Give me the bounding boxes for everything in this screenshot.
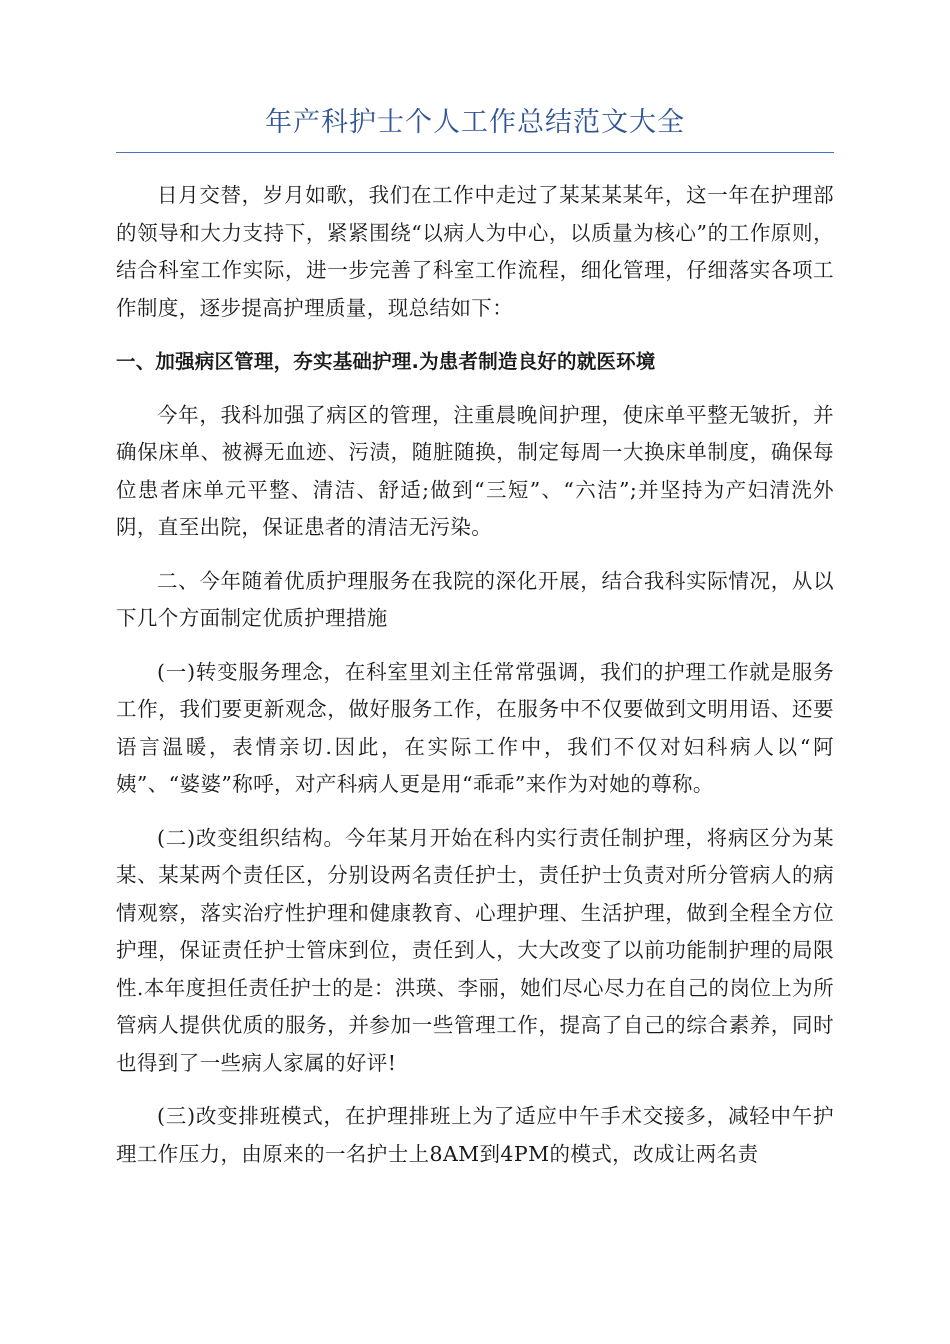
intro-paragraph: 日月交替，岁月如歌，我们在工作中走过了某某某某年，这一年在护理部的领导和大力支持下，紧紧围绕“以病人为中心，以质量为核心”的工作原则，结合科室工作实际，进一步完善了科室工作流程，细化管理，仔细落实各项工作制度，逐步提高护理质量，现总结如下： [116,183,834,320]
item-1-paragraph: (一)转变服务理念，在科室里刘主任常常强调，我们的护理工作就是服务工作，我们要更新观念，做好服务工作，在服务中不仅要做到文明用语、还要语言温暖，表情亲切.因此，在实际工作中，我们不仅对妇科病人以“阿姨”、“婆婆”称呼，对产科病人更是用“乖乖”来作为对她的尊称。 [116,659,834,796]
document-title: 年产科护士个人工作总结范文大全 [116,100,834,153]
section-2-intro-paragraph: 二、今年随着优质护理服务在我院的深化开展，结合我科实际情况，从以下几个方面制定优质护理措施 [116,568,834,630]
item-2-paragraph: (二)改变组织结构。今年某月开始在科内实行责任制护理，将病区分为某某、某某两个责任区，分别设两名责任护士，责任护士负责对所分管病人的病情观察，落实治疗性护理和健康教育、心理护理、生活护理，做到全程全方位护理，保证责任护士管床到位，责任到人，大大改变了以前功能制护理的局限性.本年度担任责任护士的是：洪瑛、李丽，她们尽心尽力在自己的岗位上为所管病人提供优质的服务，并参加一些管理工作，提高了自己的综合素养，同时也得到了一些病人家属的好评! [116,825,834,1075]
document-page [116,100,834,1173]
section-1-heading: 一、加强病区管理，夯实基础护理.为患者制造良好的就医环境 [116,350,656,373]
item-3-paragraph: (三)改变排班模式，在护理排班上为了适应中午手术交接多，减轻中午护理工作压力，由原来的一名护士上8AM到4PM的模式，改成让两名责 [116,1104,834,1166]
section-1-paragraph: 今年，我科加强了病区的管理，注重晨晚间护理，使床单平整无皱折，并确保床单、被褥无血迹、污渍，随脏随换，制定每周一大换床单制度，确保每位患者床单元平整、清洁、舒适;做到“三短”、“六洁”;并坚持为产妇清洗外阴，直至出院，保证患者的清洁无污染。 [116,402,834,539]
